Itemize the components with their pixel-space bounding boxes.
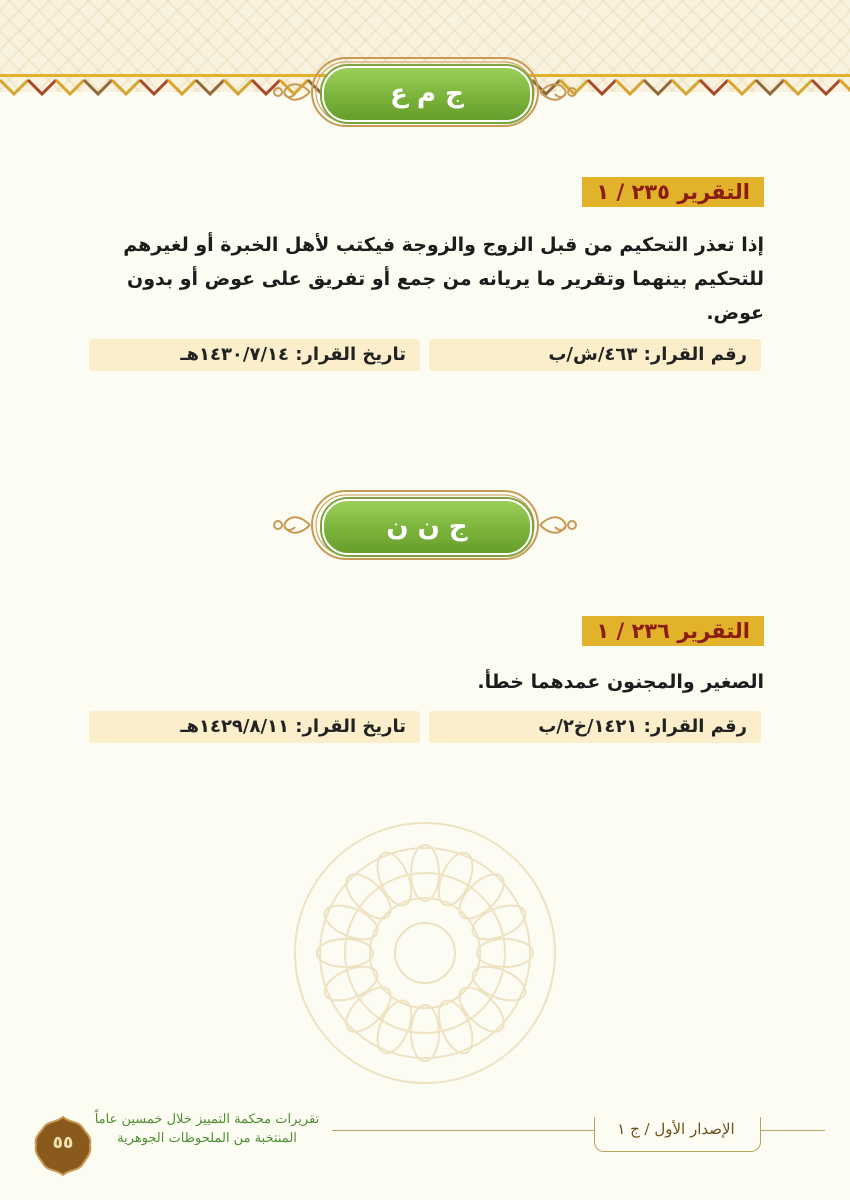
book-title [92, 1110, 322, 1148]
volume-reference: الإصدار الأول / ج ١ [617, 1120, 735, 1138]
arabesque-medallion-icon [280, 808, 570, 1098]
page-number: ٥٥ [52, 1133, 74, 1153]
decision-title: التقرير ٢٣٥ / ١ [582, 177, 764, 207]
decision-text: الصغير والمجنون عمدهما خطأ. [477, 671, 764, 693]
root-banner [0, 485, 850, 565]
root-word-pill: ج م ع [322, 66, 532, 122]
decision-text: إذا تعذر التحكيم من قبل الزوج والزوجة فيكتب لأهل الخبرة أو لغيرهم للتحكيم بينهما وتقرير ما يريانه من جمع أو تفريق على عوض أو بدون عوض. [123, 234, 764, 324]
book-title-line: المنتخبة من الملحوظات الجوهرية [117, 1131, 297, 1146]
root-banner [0, 52, 850, 132]
decision-title: التقرير ٢٣٦ / ١ [582, 616, 764, 646]
decision-date: تاريخ القرار: ١٤٢٩/٨/١١هـ [89, 711, 420, 743]
book-title-line: تقريرات محكمة التمييز خلال خمسين عاماً [94, 1112, 320, 1127]
decision-number: رقم القرار: ١٤٢١/خ٢/ب [429, 711, 761, 743]
decision-number: رقم القرار: ٤٦٣/ش/ب [429, 339, 761, 371]
decision-date: تاريخ القرار: ١٤٣٠/٧/١٤هـ [89, 339, 420, 371]
root-word-pill: ج ن ن [322, 499, 532, 555]
